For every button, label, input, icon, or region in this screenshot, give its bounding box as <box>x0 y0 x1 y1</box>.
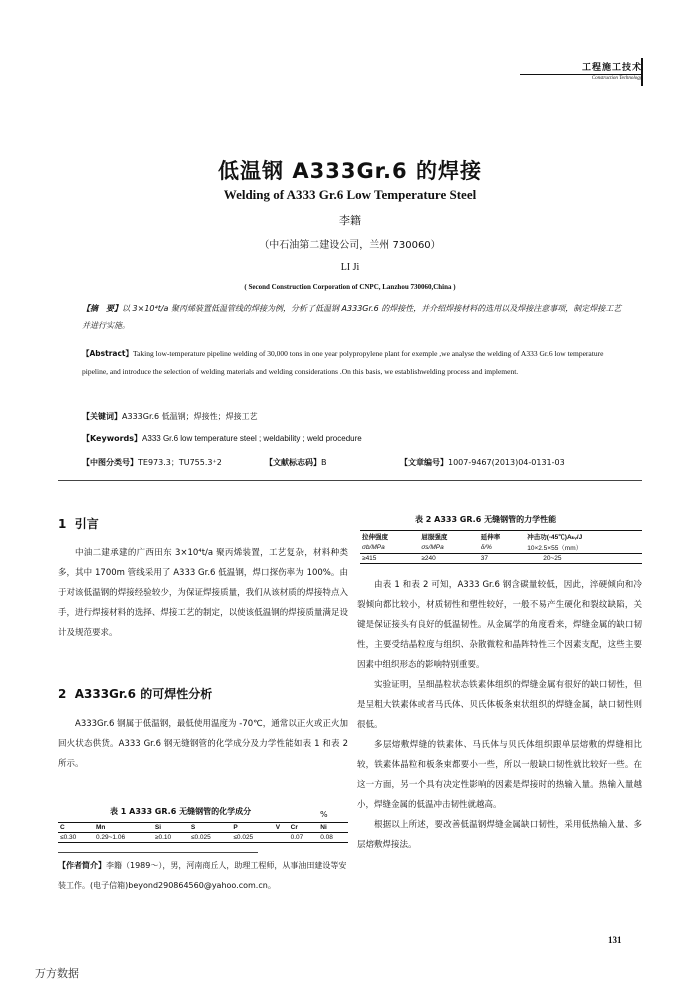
paragraph: 根据以上所述，要改善低温钢焊缝金属缺口韧性，采用低热输入量、多层熔敷焊接法。 <box>357 820 642 850</box>
paragraph: 由表 1 和表 2 可知，A333 Gr.6 钢含碳量较低，因此，淬硬倾向和冷裂倾向都比较小，材质韧性和塑性较好，一般不易产生硬化和裂纹缺陷，关键是保证接头有良好的低温韧性。从金属学的角度看来，焊缝金属的缺口韧性，主要受结晶粒度与组织、杂散微粒和晶阵特性三个因素支配，这些主要因素中组织形态的影响特别重要。 <box>357 580 642 670</box>
table-2-header-cell: 冲击功(-45℃)Aₖᵥ/J <box>527 534 583 541</box>
section-1-paragraph: 中油二建承建的广西田东 3×10⁴t/a 聚丙烯装置，工艺复杂，材料种类多，其中 1700m 管线采用了 A333 Gr.6 低温钢，焊口探伤率为 100%。由于对该低温钢的焊接经验较少，为保证焊接质量，我们从该材质的焊接特点入手，进行焊接材料的选择、焊接工艺的制定，以使该低温钢的焊接质量满足设计及规范要求。 <box>58 548 348 638</box>
author-bio <box>58 856 348 896</box>
abstract-cn <box>82 300 622 334</box>
table-1-row <box>58 833 348 843</box>
table-2-unit-row <box>360 542 642 554</box>
table-2-caption: 表 2 A333 GR.6 无缝钢管的力学性能 <box>415 515 557 524</box>
table-1-title: 表 1 A333 GR.6 无缝钢管的化学成分 <box>110 807 252 816</box>
table-1-header-row <box>58 823 348 833</box>
abstract-en-text: Taking low-temperature pipeline welding of 30,000 tons in one year polypropylene plant for exemple ,we analyse the welding of A333 Gr.6 low temperature pipeline, and introduce the selection of welding materials and welding considerations .On this basis, we establishwelding process and implement. <box>82 349 604 376</box>
clc-value: TE973.3；TU755.3⁺2 <box>138 458 222 467</box>
table-1-header-cell: Cr <box>290 824 298 831</box>
article-label: 【文章编号】 <box>400 458 448 467</box>
abstract-cn-text: 以 3×10⁴t/a 聚丙烯装置低温管线的焊接为例，分析了低温钢 A333Gr.6 的焊接性，并介绍焊接材料的选用以及焊接注意事项，制定焊接工艺并进行实施。 <box>82 304 622 330</box>
keywords-en-text: A333 Gr.6 low temperature steel ; weldability ; weld procedure <box>142 434 362 443</box>
table-1-cell <box>274 833 289 843</box>
author-en: LI Ji <box>340 262 360 273</box>
table-1 <box>58 822 348 843</box>
table-2-unit-cell: σs/MPa <box>421 544 444 551</box>
footnote-rule <box>58 852 258 853</box>
article-value: 1007-9467(2013)04-0131-03 <box>448 458 565 467</box>
journal-name-cn: 工程施工技术 <box>581 63 642 73</box>
table-2-cell: 20~25 <box>543 555 562 562</box>
table-2-unit-cell: σb/MPa <box>362 544 385 551</box>
table-1-cell: 0.29~1.06 <box>95 834 126 841</box>
abstract-en <box>82 345 622 381</box>
affiliation-cn: （中石油第二建设公司，兰州 730060） <box>259 240 441 251</box>
keywords-cn-text: A333Gr.6 低温钢；焊接性；焊接工艺 <box>122 412 258 421</box>
doc-label: 【文献标志码】 <box>265 458 321 467</box>
paragraph: 多层熔敷焊缝的铁素体、马氏体与贝氏体组织跟单层熔敷的焊缝相比较，铁素体晶粒和板条束都要小一些，所以一般缺口韧性就比较好一些。在这一方面，另一个具有决定性影响的因素是焊接时的热输入量。热输入量越小，焊缝金属的低温冲击韧性就越高。 <box>357 740 642 810</box>
table-1-header-cell: Si <box>154 824 162 831</box>
section-1-number: 1 <box>58 517 67 531</box>
section-2-title: A333Gr.6 的可焊性分析 <box>74 687 213 701</box>
table-1-cell: ≤0.025 <box>190 834 211 841</box>
author-bio-label: 【作者简介】 <box>58 861 106 870</box>
article-number <box>400 457 565 468</box>
abstract-cn-label: 【摘 要】 <box>82 304 122 313</box>
table-2-header-row <box>360 531 642 543</box>
keywords-en <box>82 430 622 447</box>
author-bio-text: 李籍（1989～），男，河南商丘人，助理工程师，从事油田建设等安装工作。(电子信箱)beyond290864560@yahoo.com.cn。 <box>58 861 347 890</box>
table-1-cell: 0.07 <box>290 834 304 841</box>
table-2-header-cell: 拉伸强度 <box>362 534 388 541</box>
table-2-cell: 37 <box>480 555 488 562</box>
abstract-divider <box>58 480 642 481</box>
table-1-cell: 0.08 <box>320 834 333 841</box>
table-1-header-cell: P <box>233 824 238 831</box>
table-2-row <box>360 554 642 564</box>
title-cn: 低温钢 A333Gr.6 的焊接 <box>218 159 482 183</box>
table-1-header-cell: V <box>275 824 281 831</box>
right-column-body <box>357 575 642 855</box>
table-2-cell: ≥240 <box>421 555 436 562</box>
section-1-heading <box>58 515 99 532</box>
table-1-unit: % <box>320 810 328 819</box>
table-1-header-cell: Ni <box>320 824 327 831</box>
author-cn: 李籍 <box>339 214 361 227</box>
section-2-heading <box>58 685 212 702</box>
table-1-caption <box>110 806 251 817</box>
keywords-cn-label: 【关键词】 <box>82 412 122 421</box>
table-1-header-cell: S <box>190 824 196 831</box>
abstract-en-label: 【Abstract】 <box>82 349 134 358</box>
affiliation-en: ( Second Construction Corporation of CNPC, Lanzhou 730060,China ) <box>244 283 456 291</box>
clc-label: 【中图分类号】 <box>82 458 138 467</box>
section-2-body <box>58 714 348 774</box>
paragraph: 实验证明，呈细晶粒状态铁素体组织的焊缝金属有很好的缺口韧性，但是呈粗大铁素体或者马氏体、贝氏体板条束状组织的焊缝金属，缺口韧性则很低。 <box>357 680 642 730</box>
table-2-unit-cell: 10×2.5×55（mm） <box>527 545 583 552</box>
table-2-unit-cell: δ/% <box>480 544 492 551</box>
section-2-paragraph: A333Gr.6 钢属于低温钢，最低使用温度为 -70℃，通常以正火或正火加回火状态供货。A333 Gr.6 钢无缝钢管的化学成分及力学性能如表 1 和表 2 所示。 <box>58 719 348 769</box>
table-1-header-cell: Mn <box>95 824 106 831</box>
section-1-title: 引言 <box>74 517 99 531</box>
journal-header <box>520 60 642 81</box>
title-en: Welding of A333 Gr.6 Low Temperature Steel <box>223 187 477 202</box>
section-2-number: 2 <box>58 687 67 701</box>
clc-number <box>82 457 222 468</box>
table-1-header-cell: C <box>60 824 65 831</box>
table-1-cell: ≤0.025 <box>233 834 254 841</box>
doc-code <box>265 457 327 468</box>
keywords-en-label: 【Keywords】 <box>82 434 143 443</box>
table-2-header-cell: 屈服强度 <box>421 534 448 541</box>
section-1-body <box>58 543 348 643</box>
table-1-cell: ≥0.10 <box>154 834 172 841</box>
table-2-cell: ≥415 <box>362 555 377 562</box>
page-number: 131 <box>608 935 622 945</box>
table-1-cell: ≤0.30 <box>60 834 77 841</box>
doc-value: B <box>321 458 327 467</box>
table-2-header-cell: 延伸率 <box>480 534 501 541</box>
keywords-cn <box>82 408 622 425</box>
journal-name-en: Construction Technology <box>520 74 642 81</box>
table-2 <box>360 530 642 564</box>
watermark: 万方数据 <box>35 967 79 980</box>
